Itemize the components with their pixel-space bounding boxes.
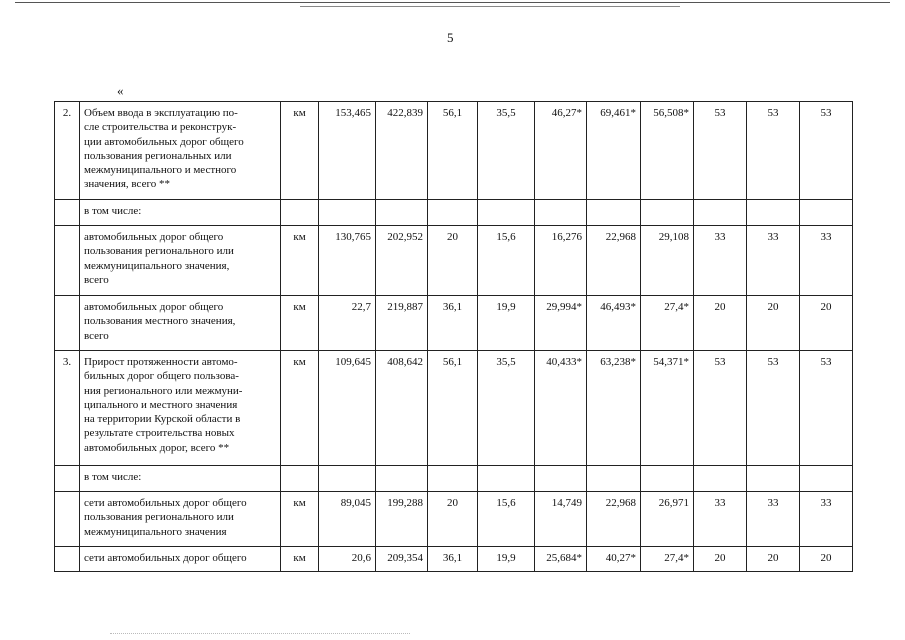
opening-quote: «	[117, 83, 124, 98]
value-cell: 153,465	[319, 102, 376, 200]
row-number	[55, 226, 80, 296]
value-cell: 109,645	[319, 351, 376, 466]
value-cell: 20	[694, 547, 747, 572]
value-cell	[800, 200, 853, 226]
unit-cell: км	[281, 492, 319, 547]
value-cell: 16,276	[535, 226, 587, 296]
value-cell: 19,9	[478, 296, 535, 351]
row-number	[55, 492, 80, 547]
table-row	[55, 226, 853, 296]
value-cell: 20	[747, 547, 800, 572]
indicator-description: сети автомобильных дорог общего	[80, 547, 281, 572]
value-cell: 35,5	[478, 351, 535, 466]
value-cell: 33	[694, 492, 747, 547]
indicator-description: в том числе:	[80, 200, 281, 226]
table-row	[55, 102, 853, 200]
value-cell	[694, 466, 747, 492]
value-cell	[478, 200, 535, 226]
top-rule-secondary	[300, 6, 680, 7]
value-cell	[319, 200, 376, 226]
value-cell: 15,6	[478, 226, 535, 296]
table-row	[55, 466, 853, 492]
value-cell: 40,27*	[587, 547, 641, 572]
value-cell	[376, 200, 428, 226]
value-cell	[535, 200, 587, 226]
value-cell	[428, 466, 478, 492]
value-cell	[800, 466, 853, 492]
row-number	[55, 200, 80, 226]
unit-cell: км	[281, 296, 319, 351]
value-cell	[747, 466, 800, 492]
value-cell: 27,4*	[641, 296, 694, 351]
value-cell: 69,461*	[587, 102, 641, 200]
value-cell: 53	[747, 351, 800, 466]
row-number: 2.	[55, 102, 80, 200]
indicators-table	[54, 101, 853, 572]
top-rule	[15, 2, 890, 3]
value-cell: 209,354	[376, 547, 428, 572]
value-cell: 33	[800, 492, 853, 547]
table-row	[55, 492, 853, 547]
value-cell: 89,045	[319, 492, 376, 547]
value-cell: 40,433*	[535, 351, 587, 466]
value-cell: 22,968	[587, 226, 641, 296]
value-cell: 63,238*	[587, 351, 641, 466]
value-cell: 33	[694, 226, 747, 296]
value-cell: 29,994*	[535, 296, 587, 351]
row-number: 3.	[55, 351, 80, 466]
unit-cell	[281, 466, 319, 492]
value-cell: 33	[747, 226, 800, 296]
value-cell: 53	[747, 102, 800, 200]
bottom-scan-marks	[110, 633, 410, 634]
table-row	[55, 200, 853, 226]
indicator-description: Прирост протяженности автомо- бильных дорог общего пользова- ния регионального или межмуни- ципального и местного значения на территории Курской области в результате строительства новых автомобильных дорог, всего **	[80, 351, 281, 466]
table-body	[55, 102, 853, 572]
value-cell	[478, 466, 535, 492]
table-row	[55, 351, 853, 466]
value-cell: 20	[428, 226, 478, 296]
value-cell: 56,1	[428, 351, 478, 466]
unit-cell	[281, 200, 319, 226]
value-cell: 35,5	[478, 102, 535, 200]
value-cell: 14,749	[535, 492, 587, 547]
value-cell	[319, 466, 376, 492]
value-cell: 20	[800, 296, 853, 351]
page-number: 5	[447, 30, 454, 45]
value-cell: 20	[747, 296, 800, 351]
value-cell	[376, 466, 428, 492]
value-cell: 29,108	[641, 226, 694, 296]
value-cell: 56,508*	[641, 102, 694, 200]
value-cell: 56,1	[428, 102, 478, 200]
value-cell: 25,684*	[535, 547, 587, 572]
value-cell	[587, 466, 641, 492]
table-row	[55, 547, 853, 572]
value-cell: 422,839	[376, 102, 428, 200]
indicator-description: автомобильных дорог общего пользования регионального или межмуниципального значения, всего	[80, 226, 281, 296]
value-cell: 53	[800, 351, 853, 466]
value-cell	[428, 200, 478, 226]
value-cell: 19,9	[478, 547, 535, 572]
indicator-description: Объем ввода в эксплуатацию по- сле строительства и реконструк- ции автомобильных дорог общего пользования региональных или межмуниципального и местного значения, всего **	[80, 102, 281, 200]
value-cell: 33	[800, 226, 853, 296]
value-cell: 53	[694, 102, 747, 200]
unit-cell: км	[281, 226, 319, 296]
value-cell: 46,493*	[587, 296, 641, 351]
row-number	[55, 296, 80, 351]
indicator-description: автомобильных дорог общего пользования местного значения, всего	[80, 296, 281, 351]
value-cell	[535, 466, 587, 492]
unit-cell: км	[281, 351, 319, 466]
value-cell: 53	[800, 102, 853, 200]
value-cell: 408,642	[376, 351, 428, 466]
value-cell: 46,27*	[535, 102, 587, 200]
value-cell: 36,1	[428, 547, 478, 572]
unit-cell: км	[281, 547, 319, 572]
value-cell: 26,971	[641, 492, 694, 547]
value-cell	[747, 200, 800, 226]
value-cell: 20	[428, 492, 478, 547]
value-cell	[587, 200, 641, 226]
value-cell: 20	[694, 296, 747, 351]
value-cell: 22,968	[587, 492, 641, 547]
value-cell: 219,887	[376, 296, 428, 351]
indicator-description: сети автомобильных дорог общего пользования регионального или межмуниципального значения	[80, 492, 281, 547]
indicator-description: в том числе:	[80, 466, 281, 492]
table-row	[55, 296, 853, 351]
row-number	[55, 547, 80, 572]
value-cell	[694, 200, 747, 226]
value-cell	[641, 200, 694, 226]
value-cell: 199,288	[376, 492, 428, 547]
value-cell: 20,6	[319, 547, 376, 572]
value-cell: 36,1	[428, 296, 478, 351]
row-number	[55, 466, 80, 492]
value-cell: 54,371*	[641, 351, 694, 466]
value-cell	[641, 466, 694, 492]
value-cell: 130,765	[319, 226, 376, 296]
value-cell: 33	[747, 492, 800, 547]
value-cell: 27,4*	[641, 547, 694, 572]
unit-cell: км	[281, 102, 319, 200]
value-cell: 22,7	[319, 296, 376, 351]
value-cell: 20	[800, 547, 853, 572]
value-cell: 15,6	[478, 492, 535, 547]
value-cell: 53	[694, 351, 747, 466]
value-cell: 202,952	[376, 226, 428, 296]
